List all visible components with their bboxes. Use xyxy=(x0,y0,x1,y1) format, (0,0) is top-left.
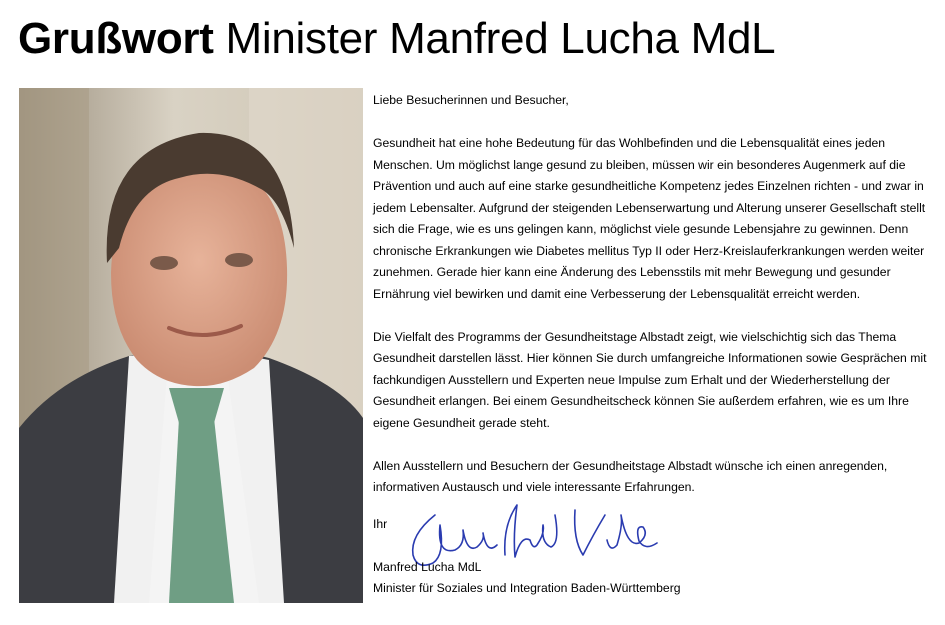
page-title xyxy=(18,12,775,66)
portrait-illustration xyxy=(19,88,363,603)
letter-body xyxy=(373,90,933,499)
page-title-bold: Grußwort xyxy=(18,14,214,63)
portrait-photo xyxy=(19,88,363,603)
letter-salutation: Liebe Besucherinnen und Besucher, xyxy=(373,93,569,107)
signature-block xyxy=(373,557,681,599)
page-title-rest: Minister Manfred Lucha MdL xyxy=(213,14,776,63)
letter-paragraph-3: Allen Ausstellern und Besuchern der Gesundheitstage Albstadt wünsche ich einen anregenden, informativen Austausch und viele interessante Erfahrungen. xyxy=(373,458,888,494)
signer-name: Manfred Lucha MdL xyxy=(373,560,482,574)
letter-paragraph-1: Gesundheit hat eine hohe Bedeutung für das Wohlbefinden und die Lebensqualität eines jeden Menschen. Um möglichst lange gesund zu bleiben, müssen wir ein besonderes Augenmerk auf die Prävention und auch auf eine starke gesundheitliche Kompetenz jedes Einzelnen richten - und zwar in jedem Lebensalter. Aufgrund der steigenden Lebenserwartung und Alterung unserer Gesellschaft stellt sich die Frage, wie es uns gelingen kann, möglichst viele gesunde Lebensjahre zu gewinnen. Denn chronische Erkrankungen wie Diabetes mellitus Typ II oder Herz-Kreislauferkrankungen werden weiter zunehmen. Gerade hier kann eine Änderung des Lebensstils mit mehr Bewegung und gesunder Ernährung viel bewirken und damit eine Verbesserung der Lebensqualität erreicht werden. xyxy=(373,136,926,301)
letter-closing: Ihr xyxy=(373,517,388,531)
signer-role: Minister für Soziales und Integration Baden-Württemberg xyxy=(373,581,681,595)
letter-paragraph-2: Die Vielfalt des Programms der Gesundheitstage Albstadt zeigt, wie vielschichtig sich das Thema Gesundheit darstellen lässt. Hier können Sie durch umfangreiche Informationen sowie Gesprächen mit fachkundigen Ausstellern und Experten neue Impulse zum Erhalt und der Wiederherstellung der Gesundheit erlangen. Bei einem Gesundheitscheck können Sie außerdem erfahren, wie es um Ihre eigene Gesundheit gerade steht. xyxy=(373,329,927,430)
